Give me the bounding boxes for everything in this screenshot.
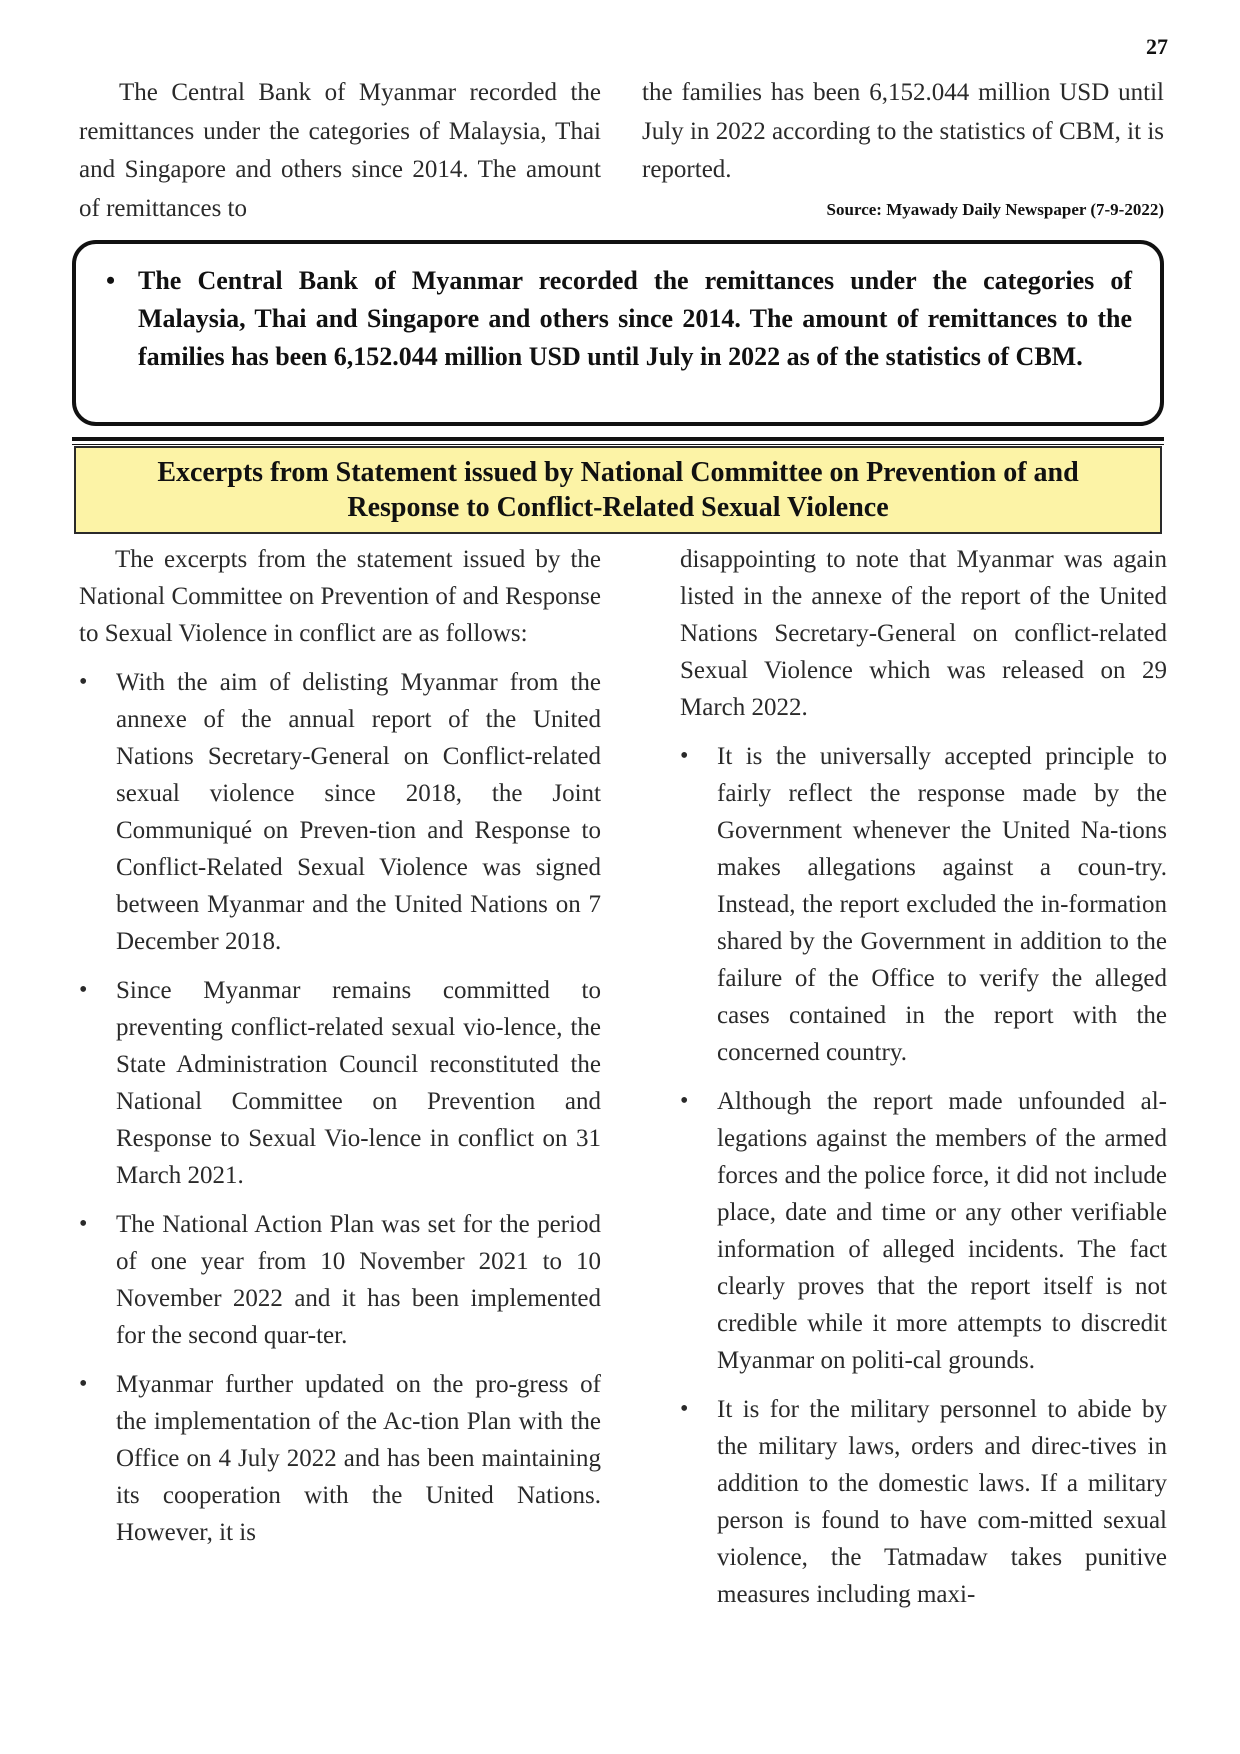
continuation-paragraph: disappointing to note that Myanmar was again listed in the annexe of the report of the United Nations Secretary-General on conflict-related Sexual Violence which was released on 29 March 2022.	[680, 546, 1167, 721]
list-item: • It is the universally accepted principle to fairly reflect the response made by the Government whenever the United Na-tions makes allegations against a coun-try. Instead, the report excluded the in-formation shared by the Government in addition to the failure of the Office to verify the alleged cases contained in the report with the concerned country.	[680, 738, 1167, 1071]
section-title: Excerpts from Statement issued by National Committee on Prevention of and Response to Conflict-Related Sexual Violence	[74, 446, 1162, 534]
list-item: • Myanmar further updated on the pro-gress of the implementation of the Ac-tion Plan with the Office on 4 July 2022 and has been maintaining its cooperation with the United Nations. However, it is	[79, 1366, 601, 1551]
top-article	[79, 74, 1164, 229]
list-item: • With the aim of delisting Myanmar from the annexe of the annual report of the United Nations Secretary-General on Conflict-related sexual violence since 2018, the Joint Communiqué on Preven-tion and Response to Conflict-Related Sexual Violence was signed between Myanmar and the United Nations on 7 December 2018.	[79, 664, 601, 960]
top-article-right-text: the families has been 6,152.044 million USD until July in 2022 according to the statistics of CBM, it is reported.	[642, 79, 1164, 184]
summary-bullet: • The Central Bank of Myanmar recorded the remittances under the categories of Malaysia, Thai and Singapore and others since 2014. The amount of remittances to the families has been 6,152.044 million USD until July in 2022 as of the statistics of CBM.	[98, 262, 1132, 376]
left-column	[79, 541, 601, 1551]
list-item: • It is for the military personnel to abide by the military laws, orders and direc-tives in addition to the domestic laws. If a military person is found to have com-mitted sexual violence, the Tatmadaw takes punitive measures including maxi-	[680, 1391, 1167, 1613]
source-citation: Source: Myawady Daily Newspaper (7-9-2022)	[826, 200, 1164, 220]
divider-thin	[72, 444, 1164, 445]
top-article-left-column	[79, 74, 601, 229]
left-bullet-list	[79, 664, 601, 1551]
list-item: • Although the report made unfounded al-legations against the members of the armed forces and the police force, it did not include place, date and time or any other verifiable information of alleged incidents. The fact clearly proves that the report itself is not credible while it more attempts to discredit Myanmar on politi-cal grounds.	[680, 1083, 1167, 1379]
top-article-right-column	[642, 74, 1164, 229]
list-item: • The National Action Plan was set for the period of one year from 10 November 2021 to 10 November 2022 and it has been implemented for the second quar-ter.	[79, 1206, 601, 1354]
right-column	[680, 541, 1167, 1613]
right-bullet-list	[680, 738, 1167, 1613]
intro-paragraph: The excerpts from the statement issued by the National Committee on Prevention of and Response to Sexual Violence in conflict are as follows:	[79, 546, 601, 647]
summary-list	[98, 262, 1132, 376]
top-article-left-text: The Central Bank of Myanmar recorded the remittances under the categories of Malaysia, Thai and Singapore and others since 2014. The amount of remittances to	[79, 79, 601, 223]
list-item: • Since Myanmar remains committed to preventing conflict-related sexual vio-lence, the State Administration Council reconstituted the National Committee on Prevention and Response to Sexual Vio-lence in conflict on 31 March 2021.	[79, 972, 601, 1194]
summary-box	[72, 240, 1164, 426]
divider-thick	[72, 437, 1164, 441]
page-number: 27	[1146, 34, 1168, 59]
